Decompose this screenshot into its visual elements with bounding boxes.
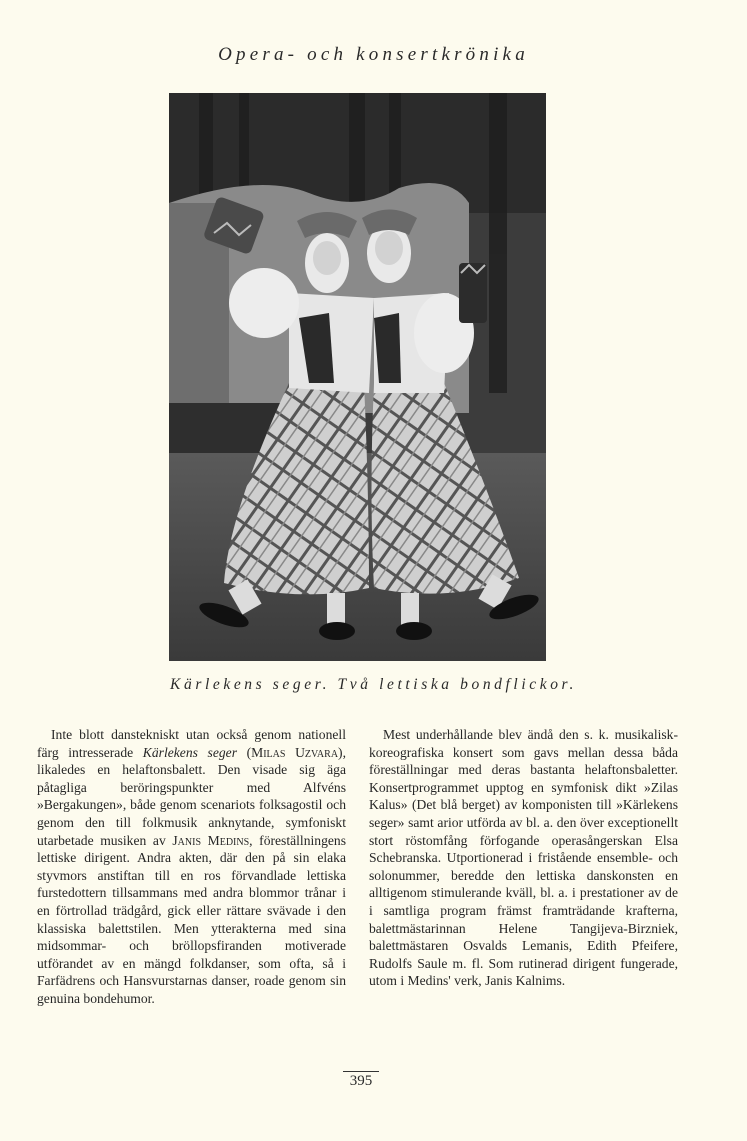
stage-photograph [169, 93, 546, 661]
composer-name: Janis Medins [172, 832, 250, 848]
article-column-left [37, 726, 346, 1008]
work-original-title: Milas Uzvara [251, 744, 339, 760]
paragraph: Mest underhållande blev ändå den s. k. musikalisk-koreografiska konsert som gavs mellan dessa båda föreställningar med deras bastanta helaftonsbaletter. Konsertprogrammet upptog en symfonisk dikt »Zilas Kalus» (Det blå berget) av komponisten till »Kärlekens seger» samt arior utförda av bl. a. den över exceptionellt stort röstomfång förfogande operasångerskan Elsa Schebranska. Utportionerad i fristående ensemble- och solonummer, beredde den lettiska danskonsten en alltigenom stimulerande kväll, bl. a. i prestationer av de i samtliga program främst framträdande krafterna, balettmästarinnan Helene Tangijeva-Birzniek, balettmästaren Osvalds Lemanis, Edith Pfeifere, Rudolfs Saule m. fl. Som rutinerad dirigent fungerade, utom i Medins' verk, Janis Kalnims. [369, 727, 678, 989]
text-run: Inte blott danstekniskt utan också genom nationell färg intresserade [37, 727, 346, 760]
photo-caption: Kärlekens seger. Två lettiska bondflickor. [170, 676, 577, 693]
paragraph [37, 726, 346, 1008]
photo-illustration [169, 93, 546, 661]
text-run: ), likaledes en helaftonsbalett. Den visade sig äga påtagliga beröringspunkter med Alfvéns »Bergakungen», både genom scenariots folksagostil och genom den till folkmusik anknytande, symfoniskt utarbetade musiken av [37, 744, 346, 848]
text-run: , föreställningens lettiske dirigent. Andra akten, där den på sin elaka styvmors anstiftan till en ros förvandlade lettiska furstedottern tillsammans med andra blommor trånar i en förtrollad trädgård, gick eller rättare svävade i den klassiska balettstilen. Men ytterakterna med sina midsommar- och bröllopsfiranden motiverade utförandet av en mängd folkdanser, som ofta, så i Farfädrens och Hansvurstarnas danser, roade genom sin genuina bondehumor. [37, 832, 347, 1006]
folio-rule [343, 1071, 379, 1072]
work-title: Kärlekens seger [142, 744, 237, 760]
page-number: 395 [349, 1073, 373, 1089]
article-column-right [369, 726, 678, 990]
text-run: ( [236, 744, 252, 760]
running-head: Opera- och konsertkrönika [218, 44, 529, 65]
